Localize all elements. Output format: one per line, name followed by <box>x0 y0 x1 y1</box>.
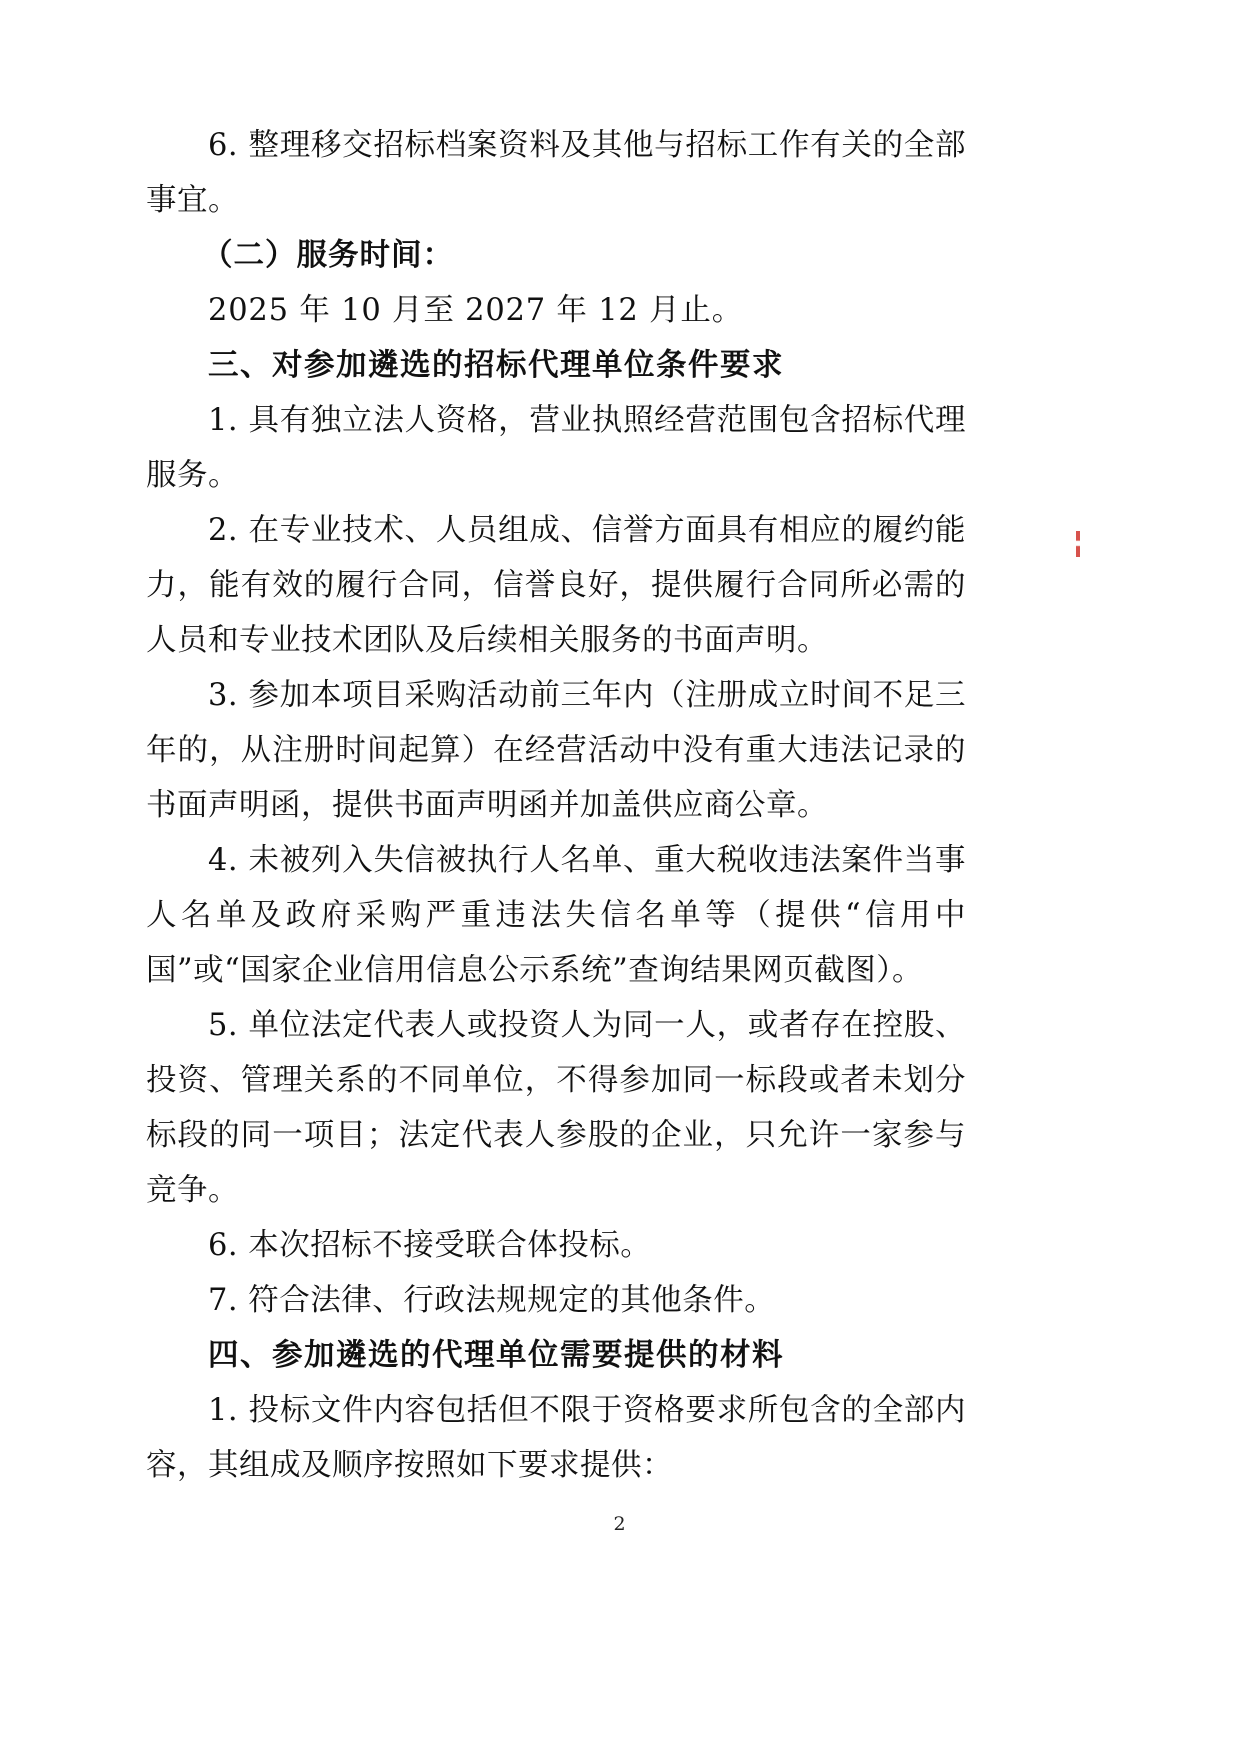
subheading-service-time: （二）服务时间： <box>202 237 454 273</box>
paragraph-condition-5: 5. 单位法定代表人或投资人为同一人，或者存在控股、投资、管理关系的不同单位，不得参加同一标段或者未划分标段的同一项目；法定代表人参股的企业，只允许一家参与竞争。 <box>146 1008 966 1208</box>
paragraph-condition-2: 2. 在专业技术、人员组成、信誉方面具有相应的履约能力，能有效的履行合同，信誉良好，提供履行合同所必需的人员和专业技术团队及后续相关服务的书面声明。 <box>146 513 966 658</box>
heading-section-four: 四、参加遴选的代理单位需要提供的材料 <box>208 1337 784 1373</box>
page-number: 2 <box>613 1513 626 1535</box>
paragraph-item-6: 6. 整理移交招标档案资料及其他与招标工作有关的全部事宜。 <box>146 128 966 218</box>
paragraph-condition-7: 7. 符合法律、行政法规规定的其他条件。 <box>208 1283 776 1318</box>
paragraph-condition-3: 3. 参加本项目采购活动前三年内（注册成立时间不足三年的，从注册时间起算）在经营活动中没有重大违法记录的书面声明函，提供书面声明函并加盖供应商公章。 <box>146 678 966 823</box>
margin-annotation-mark <box>1076 531 1080 557</box>
paragraph-condition-1: 1. 具有独立法人资格，营业执照经营范围包含招标代理服务。 <box>146 403 966 493</box>
paragraph-service-period: 2025 年 10 月至 2027 年 12 月止。 <box>208 293 744 328</box>
paragraph-condition-6: 6. 本次招标不接受联合体投标。 <box>208 1228 652 1263</box>
paragraph-condition-4: 4. 未被列入失信被执行人名单、重大税收违法案件当事人名单及政府采购严重违法失信名单等（提供“信用中国”或“国家企业信用信息公示系统”查询结果网页截图）。 <box>146 843 966 988</box>
document-body <box>146 118 966 1493</box>
heading-section-three: 三、对参加遴选的招标代理单位条件要求 <box>208 347 784 383</box>
paragraph-materials-1: 1. 投标文件内容包括但不限于资格要求所包含的全部内容，其组成及顺序按照如下要求提供： <box>146 1393 966 1483</box>
